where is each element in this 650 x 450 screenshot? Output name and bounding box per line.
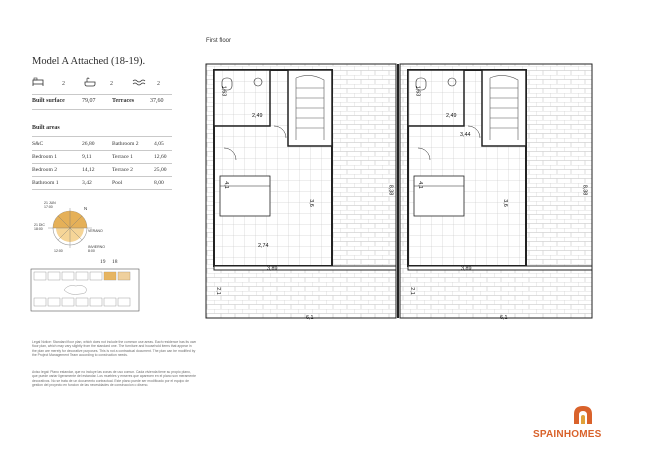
area-value: 12,60 [154, 154, 167, 160]
dim-389-left: 3,89 [267, 266, 278, 272]
area-value: 25,00 [154, 167, 167, 173]
sun-label-21dic: 21 DIC [34, 223, 45, 227]
dim-389-right: 3,89 [461, 266, 472, 272]
bedrooms-count: 2 [62, 81, 65, 87]
dim-838-right: 8,38 [581, 184, 588, 196]
model-title: Model A Attached (18-19). [32, 56, 146, 67]
sun-label-invierno: INVIERNO [88, 245, 105, 249]
floor-plan [200, 48, 600, 338]
floor-label: First floor [206, 38, 232, 44]
divider [32, 176, 172, 177]
sun-path-diagram [30, 198, 110, 260]
bed-icon [32, 77, 44, 87]
area-value: 26,80 [82, 141, 95, 147]
dim-41-right: 4,1 [416, 181, 423, 189]
sun-label-800: 8:00 [88, 249, 95, 253]
site-plan-label-19: 19 [100, 259, 106, 265]
dim-249-left: 2,49 [252, 113, 263, 119]
legal-notice-spanish: Aviso legal: Plano estandar, que no incluye las zonas de uso comun. Cada vivienda tiene su propio plano, que puede variar ligeramente del estandar. Los muebles y enseres que aparecen en el plano son meramente decorativos. No se trata de un documento contractual. Este plano puede ser modificado por el equipo de gestion del proyecto en funcion de las necesidades de construccion o diseno. [32, 370, 196, 388]
sun-label-21jun: 21 JUN [44, 201, 56, 205]
sun-label-verano: VERANO [88, 229, 103, 233]
dim-41-left: 4,1 [222, 181, 229, 189]
built-surface-label: Built surface [32, 98, 65, 104]
legal-notice-english: Legal Notice: Standard floor plan, which does not include the common use areas. Each residence has its own floor plan, which may vary slightly from the standard one. The furniture and household items that appear in the plan are merely for decorative purposes. This is not a contractual document. The plan can be modified by the Project Management Team according to construction needs. [32, 340, 197, 358]
terraces-value: 37,60 [150, 98, 164, 104]
area-label: Bedroom 1 [32, 154, 58, 160]
divider [32, 109, 172, 110]
dim-163-left: 1,63 [220, 85, 227, 97]
area-label: Pool [112, 180, 123, 186]
divider [32, 94, 172, 95]
dim-36-right: 3,6 [501, 199, 508, 207]
dim-344-right: 3,44 [460, 132, 471, 138]
bath-icon [84, 77, 96, 87]
pool-count: 2 [157, 81, 160, 87]
brand-name: SPAINHOMES [533, 429, 602, 440]
area-label: S&C [32, 141, 44, 147]
sun-label-1800: 18:00 [34, 227, 43, 231]
area-value: 8,00 [154, 180, 164, 186]
sun-label-1700: 17:00 [44, 205, 53, 209]
unit-right [400, 64, 592, 318]
dim-274-left: 2,74 [258, 243, 269, 249]
dim-21-right: 2,1 [408, 287, 415, 295]
area-value: 3,42 [82, 180, 92, 186]
spainhomes-logo-icon [572, 404, 594, 426]
divider [32, 189, 172, 190]
dim-36-left: 3,6 [307, 199, 314, 207]
dim-21-left: 2,1 [214, 287, 221, 295]
built-areas-heading: Built areas [32, 125, 60, 131]
site-plan-label-18: 18 [112, 259, 118, 265]
dim-163-right: 1,63 [414, 85, 421, 97]
divider [32, 136, 172, 137]
feature-icons [32, 77, 192, 91]
divider [32, 150, 172, 151]
sun-label-1200: 12:00 [54, 249, 63, 253]
terraces-label: Terraces [112, 98, 135, 104]
area-value: 4,05 [154, 141, 164, 147]
dim-838-left: 8,38 [387, 184, 394, 196]
pool-icon [132, 77, 146, 87]
dim-61-right: 6,1 [500, 315, 508, 321]
dim-61-left: 6,1 [306, 315, 314, 321]
area-label: Terrace 1 [112, 154, 133, 160]
bathrooms-count: 2 [110, 81, 113, 87]
area-label: Bathroom 1 [32, 180, 59, 186]
area-value: 14,12 [82, 167, 95, 173]
site-plan [30, 268, 140, 312]
unit-left [206, 64, 396, 318]
area-label: Bathroom 2 [112, 141, 139, 147]
divider [32, 163, 172, 164]
area-label: Terrace 2 [112, 167, 133, 173]
north-label: N [84, 206, 88, 211]
area-label: Bedroom 2 [32, 167, 58, 173]
area-value: 9,11 [82, 154, 92, 160]
built-surface-value: 79,07 [82, 98, 96, 104]
dim-249-right: 2,49 [446, 113, 457, 119]
